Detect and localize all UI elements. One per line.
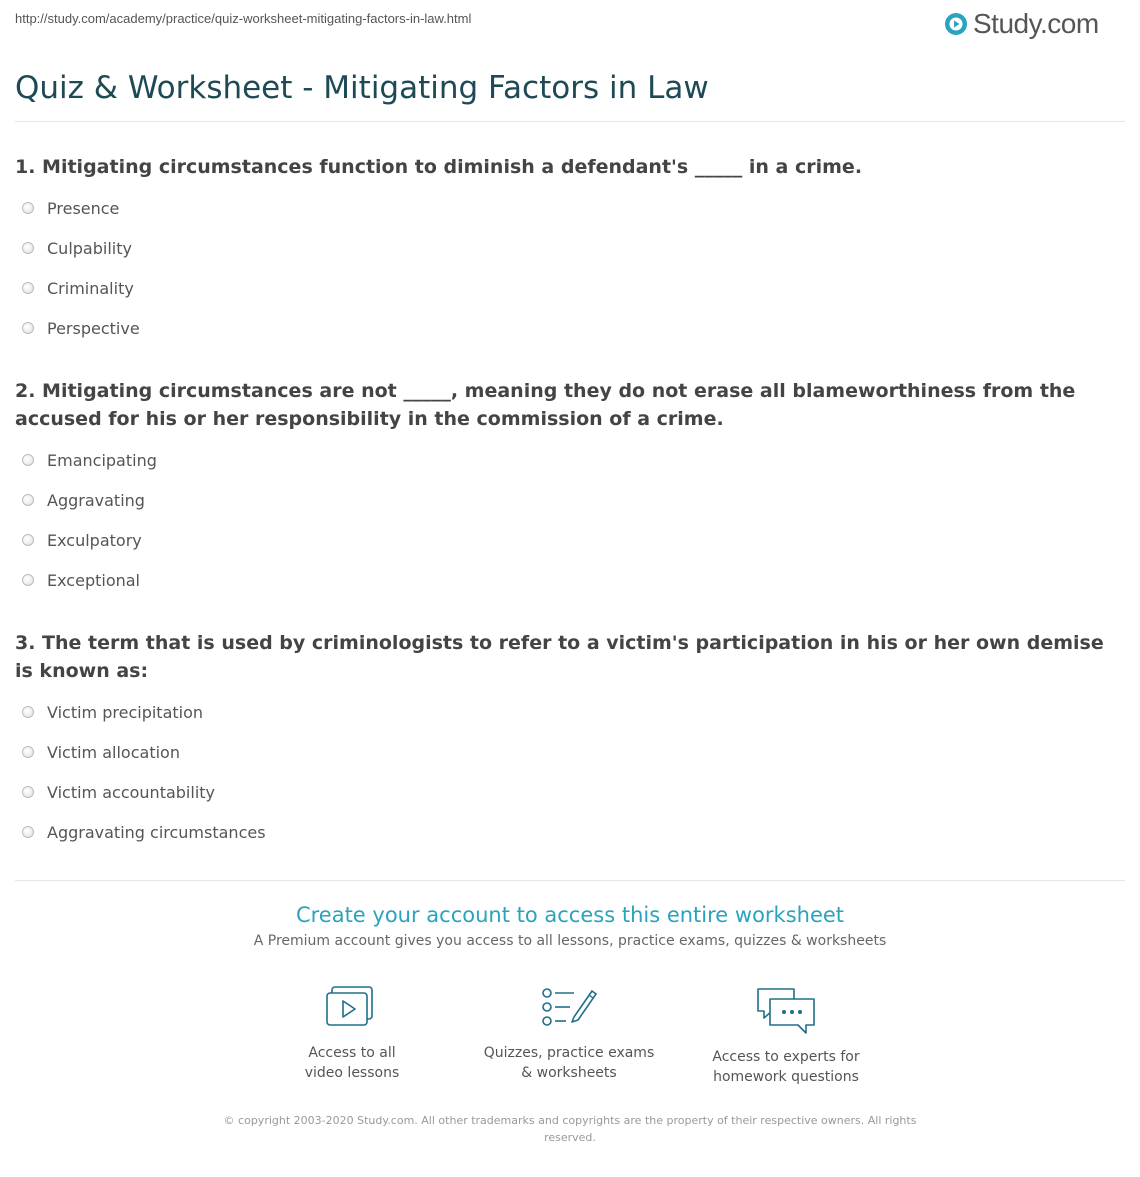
question-2: 2. Mitigating circumstances are not _____, meaning they do not erase all blameworthiness from the accused for his or her responsibility in the commission of a crime. xyxy=(15,380,1076,430)
option-label: Aggravating circumstances xyxy=(47,822,266,842)
option-label: Exceptional xyxy=(47,570,140,590)
option-label: Culpability xyxy=(47,238,132,258)
copyright-notice: © copyright 2003-2020 Study.com. All other trademarks and copyrights are the property of their respective owners. All rights reserved. xyxy=(223,1114,917,1144)
option-label: Aggravating xyxy=(47,490,145,510)
option-label: Perspective xyxy=(47,318,140,338)
play-logo-icon xyxy=(944,12,968,36)
feature-experts xyxy=(686,985,886,1087)
radio-button[interactable] xyxy=(22,746,34,758)
feature-label: Quizzes, practice exams & worksheets xyxy=(483,1045,655,1081)
option-label: Victim allocation xyxy=(47,742,180,762)
feature-quizzes xyxy=(469,985,669,1083)
radio-button[interactable] xyxy=(22,454,34,466)
option-q3-c[interactable] xyxy=(22,780,215,804)
video-lesson-icon xyxy=(324,985,380,1031)
option-label: Exculpatory xyxy=(47,530,142,550)
option-q1-a[interactable] xyxy=(22,196,119,220)
radio-button[interactable] xyxy=(22,242,34,254)
feature-label: Access to all video lessons xyxy=(304,1045,400,1081)
radio-button[interactable] xyxy=(22,322,34,334)
radio-button[interactable] xyxy=(22,202,34,214)
option-q2-b[interactable] xyxy=(22,488,145,512)
option-q2-a[interactable] xyxy=(22,448,157,472)
option-label: Victim precipitation xyxy=(47,702,204,722)
option-label: Criminality xyxy=(47,278,134,298)
option-q3-d[interactable] xyxy=(22,820,266,844)
footer-divider xyxy=(15,880,1125,881)
feature-video-lessons xyxy=(252,985,452,1083)
page-title: Quiz & Worksheet - Mitigating Factors in Law xyxy=(15,70,709,106)
question-1: 1. Mitigating circumstances function to diminish a defendant's _____ in a crime. xyxy=(15,156,863,178)
option-label: Presence xyxy=(47,198,120,218)
study-logo[interactable] xyxy=(944,6,1099,42)
option-q2-d[interactable] xyxy=(22,568,140,592)
feature-label: Access to experts for homework questions xyxy=(712,1049,860,1085)
quiz-checklist-icon xyxy=(540,985,598,1031)
page-url: http://study.com/academy/practice/quiz-worksheet-mitigating-factors-in-law.html xyxy=(15,11,472,26)
logo-text: Study.com xyxy=(973,8,1099,39)
radio-button[interactable] xyxy=(22,574,34,586)
option-q3-b[interactable] xyxy=(22,740,180,764)
radio-button[interactable] xyxy=(22,786,34,798)
radio-button[interactable] xyxy=(22,282,34,294)
radio-button[interactable] xyxy=(22,706,34,718)
option-q3-a[interactable] xyxy=(22,700,203,724)
option-q1-c[interactable] xyxy=(22,276,134,300)
option-q1-d[interactable] xyxy=(22,316,140,340)
premium-description: A Premium account gives you access to all lessons, practice exams, quizzes & worksheets xyxy=(253,933,887,949)
question-3: 3. The term that is used by criminologists to refer to a victim's participation in his or her own demise is known as: xyxy=(15,632,1104,682)
radio-button[interactable] xyxy=(22,494,34,506)
option-label: Emancipating xyxy=(47,450,157,470)
create-account-link[interactable]: Create your account to access this entire worksheet xyxy=(295,903,845,927)
radio-button[interactable] xyxy=(22,534,34,546)
option-q1-b[interactable] xyxy=(22,236,132,260)
title-divider xyxy=(15,121,1125,122)
option-q2-c[interactable] xyxy=(22,528,142,552)
radio-button[interactable] xyxy=(22,826,34,838)
chat-bubbles-icon xyxy=(754,985,818,1035)
option-label: Victim accountability xyxy=(47,782,216,802)
